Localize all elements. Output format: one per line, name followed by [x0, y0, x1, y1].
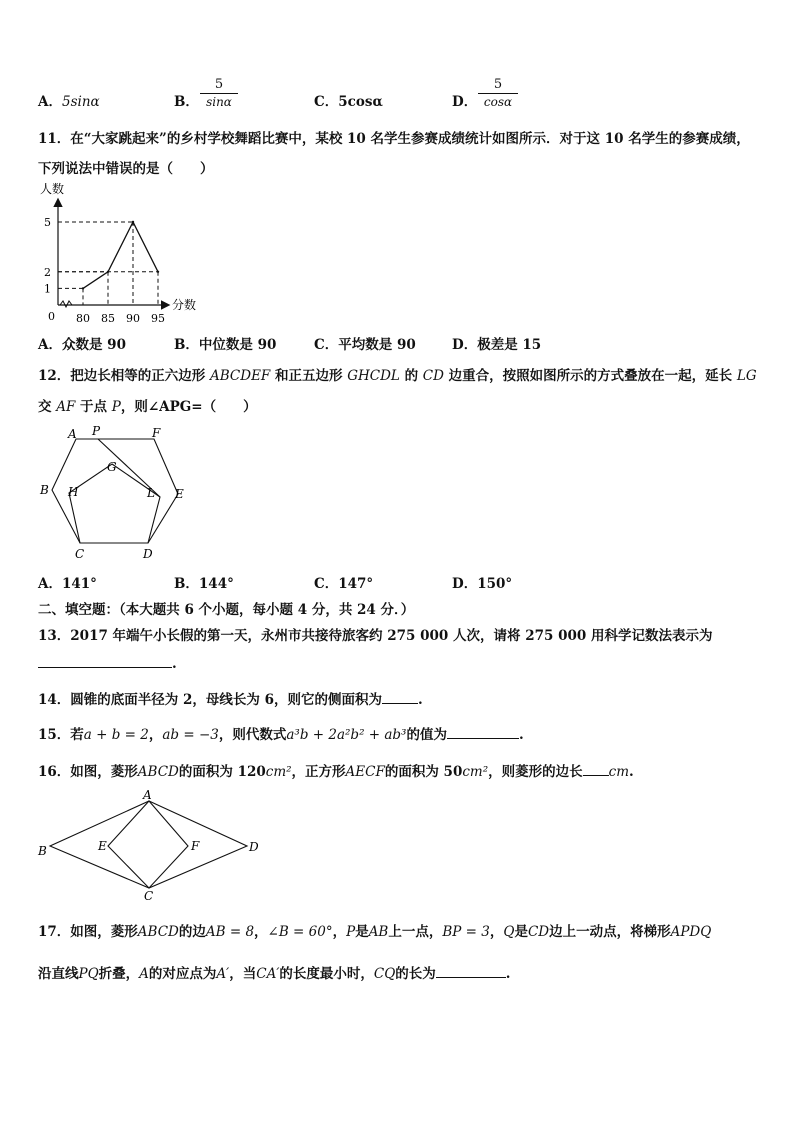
q16-label-f: F [191, 839, 200, 853]
q11-chart [34, 180, 214, 325]
q13-text: 13．2017 年端午小长假的第一天，永州市共接待旅客约 275 000 人次，请将 275 000 用科学记数法表示为 [38, 628, 713, 644]
label-p: P [92, 424, 101, 438]
q10-option-c-text: 5cosα [338, 94, 383, 110]
q13-answer-line [38, 655, 177, 672]
q12-text-2: 和正五边形 [275, 368, 343, 384]
q11-option-d: D．极差是 15 [452, 337, 542, 353]
q17-text-10: ，当 [229, 966, 257, 982]
q17-segment-ca-prime: CA′ [256, 966, 280, 982]
chart-origin-label: 0 [48, 310, 55, 323]
label-g: G [107, 460, 117, 474]
q15-text-1: 15．若 [38, 727, 84, 743]
q12-option-d: D．150° [452, 576, 513, 592]
q14-answer-blank[interactable] [382, 691, 418, 704]
chart-y-label: 人数 [40, 182, 65, 196]
q16-label-b: B [38, 844, 47, 858]
q11-option-a: A．众数是 90 [38, 337, 126, 353]
q10-option-b-label: B． [174, 94, 199, 110]
chart-x-label: 分数 [172, 298, 197, 312]
q16-figure [36, 790, 262, 902]
chart-point [107, 271, 109, 273]
q12-line-2 [38, 395, 257, 415]
q17-text-6: 边上一动点，将梯形 [549, 924, 671, 940]
q17-text-3: 是 [355, 924, 369, 940]
q16-label-e: E [98, 839, 107, 853]
q17-text-7: 沿直线 [38, 966, 79, 982]
section-2-title: 二、填空题：（本大题共 6 个小题，每小题 4 分，共 24 分．） [38, 602, 415, 618]
q16-unit-3: cm [608, 764, 630, 780]
label-l: L [147, 486, 155, 500]
q16-label-c: C [144, 889, 154, 902]
q17-sep-2: ， [332, 924, 347, 940]
q17-line-pq: PQ [78, 966, 99, 982]
q12-text-5: 交 [38, 399, 52, 415]
q12-option-a: A．141° [38, 576, 97, 592]
q17-segment-cq: CQ [373, 966, 396, 982]
q12-text-1: 12．把边长相等的正六边形 [38, 368, 206, 384]
label-d: D [143, 547, 153, 561]
q16-square-name: AECF [345, 764, 385, 780]
chart-y-tick-label: 5 [44, 216, 51, 229]
q16-unit-2: cm² [462, 764, 489, 780]
q17-text-2: 的边 [178, 924, 206, 940]
q10-option-d-denominator: cosα [483, 95, 513, 109]
q17-side-cd: CD [527, 924, 550, 940]
q10-option-a [38, 90, 100, 110]
q11-line-1: 11．在“大家跳起来”的乡村学校舞蹈比赛中，某校 10 名学生参赛成绩统计如图所示．对于这 10 名学生的参赛成绩， [38, 131, 750, 147]
q14-line [38, 688, 423, 708]
q15-end: . [518, 727, 524, 743]
q16-label-d: D [249, 840, 259, 854]
chart-y-tick-label: 2 [44, 265, 51, 279]
q15-text-3: 的值为 [406, 727, 447, 743]
q14-end: . [417, 692, 423, 708]
pentagon-ghcdl [69, 464, 160, 543]
label-c: C [75, 547, 85, 561]
chart-point [132, 221, 134, 223]
q10-option-d-fraction [478, 77, 518, 109]
q14-text: 14．圆锥的底面半径为 2，母线长为 6，则它的侧面积为 [38, 692, 382, 708]
q13-end: . [172, 656, 177, 672]
q17-line-2 [38, 962, 511, 982]
label-e: E [175, 487, 184, 501]
q17-sep-3: ， [489, 924, 504, 940]
q17-sep-1: ， [254, 924, 268, 940]
q12-line-1 [38, 364, 757, 384]
q12-text-4: 边重合，按照如图所示的方式叠放在一起，延长 [448, 368, 733, 384]
q16-text-5: ，则菱形的边长 [488, 764, 583, 780]
q17-ab-length: AB = 8 [205, 924, 255, 940]
q16-label-a: A [143, 790, 152, 802]
q17-point-a-prime: A′ [216, 966, 230, 982]
chart-x-tick-label: 85 [101, 312, 115, 325]
q17-end: . [505, 966, 511, 982]
q16-text-3: ，正方形 [291, 764, 346, 780]
q15-expr-1: a + b = 2 [83, 727, 149, 743]
q17-side-ab: AB [368, 924, 389, 940]
q17-text-9: 的对应点为 [148, 966, 217, 982]
chart-x-tick-label: 90 [126, 312, 140, 325]
q12-side-cd: CD [422, 368, 444, 384]
q15-text-2: ，则代数式 [218, 727, 287, 743]
q17-point-a: A [139, 966, 149, 982]
q12-pentagon-name: GHCDL [347, 368, 400, 384]
label-b: B [40, 483, 49, 497]
chart-point [82, 287, 84, 289]
q12-option-c: C．147° [314, 576, 374, 592]
q16-rhombus-name: ABCD [137, 764, 179, 780]
q11-option-c: C．平均数是 90 [314, 337, 416, 353]
chart-x-tick-label: 80 [76, 312, 90, 325]
q17-text-8: 折叠， [98, 966, 140, 982]
q17-answer-blank[interactable] [436, 965, 506, 978]
q12-side-af: AF [56, 399, 76, 415]
q16-answer-blank[interactable] [583, 763, 609, 776]
q13-answer-blank[interactable] [38, 655, 172, 668]
chart-x-tick-label: 95 [151, 312, 165, 325]
q16-text-2: 的面积为 120 [178, 764, 266, 780]
q11-line-2: 下列说法中错误的是（ ） [38, 161, 214, 177]
q17-angle-b: ∠B = 60° [267, 924, 333, 940]
q17-text-1: 17．如图，菱形 [38, 924, 138, 940]
chart-series-line [83, 222, 158, 288]
q10-option-b-denominator: sinα [206, 95, 232, 109]
chart-point [157, 271, 159, 273]
q10-option-b-fraction [200, 77, 238, 109]
q12-option-b: B．144° [174, 576, 234, 592]
q15-expr-2: ab = −3 [162, 727, 219, 743]
q17-point-q: Q [503, 924, 515, 940]
q17-rhombus-name: ABCD [137, 924, 179, 940]
q15-sep: ， [148, 727, 163, 743]
q15-answer-blank[interactable] [447, 726, 519, 739]
q17-trapezoid-name: APDQ [670, 924, 712, 940]
q17-text-11: 的长度最小时， [279, 966, 374, 982]
q15-expr-3: a³b + 2a²b² + ab³ [286, 727, 407, 743]
q10-option-c-label: C． [314, 94, 339, 110]
q12-text-6: 于点 [80, 399, 108, 415]
q16-line [38, 760, 634, 780]
q12-text-7: ，则∠APG=（ ） [120, 399, 257, 415]
q12-hexagon-name: ABCDEF [210, 368, 271, 384]
q17-text-5: 是 [514, 924, 528, 940]
q16-end: . [629, 764, 634, 780]
q10-option-b-numerator: 5 [214, 77, 224, 92]
q12-figure [36, 422, 196, 564]
q12-point-p: P [111, 399, 121, 415]
q10-option-d-label: D． [452, 94, 478, 110]
rhombus-abcd [50, 801, 247, 888]
label-f: F [152, 426, 161, 440]
q11-option-b: B．中位数是 90 [174, 337, 277, 353]
q16-text-4: 的面积为 50 [384, 764, 463, 780]
q10-option-a-label: A． [38, 94, 62, 110]
q17-bp-length: BP = 3 [442, 924, 490, 940]
chart-y-tick-label: 1 [44, 282, 51, 296]
chart-axis-break [60, 301, 72, 307]
q12-text-3: 的 [404, 368, 419, 384]
q16-text-1: 16．如图，菱形 [38, 764, 138, 780]
q10-option-a-text: 5sinα [61, 94, 100, 110]
label-a: A [68, 427, 77, 441]
q16-unit-1: cm² [265, 764, 292, 780]
q12-line-lg: LG [736, 368, 757, 384]
q17-line-1 [38, 920, 711, 940]
q17-text-12: 的长为 [395, 966, 436, 982]
q17-text-4: 上一点， [388, 924, 443, 940]
q10-option-c [314, 90, 383, 110]
q15-line [38, 723, 524, 743]
q17-point-p: P [346, 924, 356, 940]
q10-option-d-numerator: 5 [493, 77, 503, 92]
label-h: H [68, 485, 79, 499]
